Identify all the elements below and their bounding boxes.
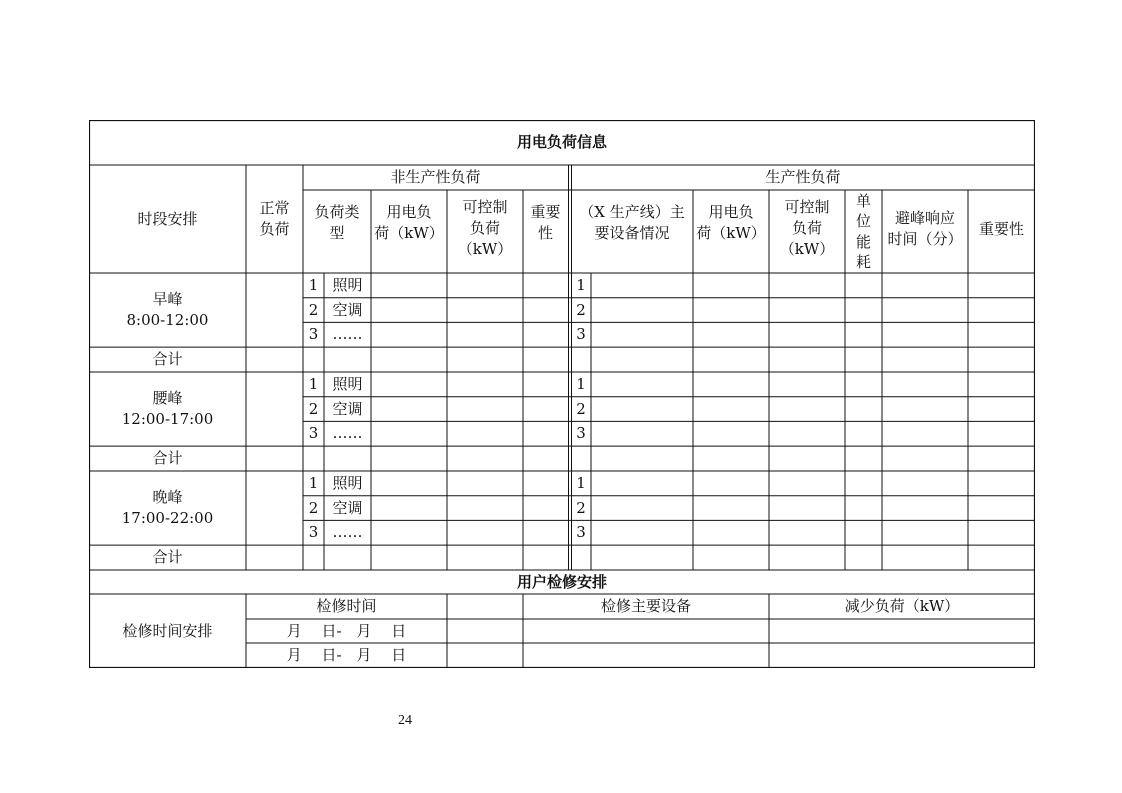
np-row-number: 1	[308, 473, 319, 492]
p-row-number: 1	[576, 275, 586, 294]
period-time: 8:00-12:00	[126, 311, 209, 330]
header-line: 避峰响应	[894, 208, 955, 227]
header-line: 耗	[855, 253, 871, 271]
np-row-number: 2	[308, 399, 319, 418]
p-row-number: 2	[576, 498, 586, 517]
maintenance-row-label: 检修时间安排	[122, 621, 213, 640]
period-name: 晚峰	[152, 488, 183, 507]
header-equipment	[571, 190, 693, 273]
header-line: 荷（kW）	[696, 223, 766, 242]
maintenance-date-2: 月 日- 月 日	[286, 646, 407, 664]
maintenance-time-header: 检修时间	[316, 597, 377, 615]
header-line: 时间（分）	[887, 229, 963, 248]
np-row-number: 1	[308, 275, 319, 294]
p-row-number: 1	[576, 473, 586, 492]
header-line: 可控制	[462, 198, 508, 216]
maintenance-date-1: 月 日- 月 日	[286, 621, 407, 640]
header-line: 性	[537, 223, 553, 242]
header-line: 负荷类	[314, 202, 360, 221]
period-name: 腰峰	[152, 389, 183, 408]
period-name: 早峰	[152, 290, 183, 309]
header-unit-energy	[845, 190, 882, 273]
p-row-number: 2	[576, 300, 586, 319]
header-normal-load	[246, 165, 303, 273]
header-line: 负荷	[469, 219, 500, 237]
np-row-number: 2	[308, 300, 319, 319]
np-load-type: ……	[332, 325, 363, 344]
header-p-controllable-load	[769, 190, 845, 273]
period-label	[89, 471, 246, 545]
p-row-number: 3	[576, 523, 586, 542]
subtotal-label: 合计	[152, 548, 183, 567]
np-row-number: 1	[308, 374, 319, 393]
header-line: 荷（kW）	[374, 223, 444, 242]
header-response-time	[882, 190, 968, 273]
period-label	[89, 372, 246, 446]
p-row-number: 3	[576, 325, 586, 344]
np-row-number: 2	[308, 498, 319, 517]
header-line: 用电负	[386, 202, 432, 221]
np-load-type: 空调	[332, 399, 363, 418]
header-line: 要设备情况	[594, 223, 670, 242]
header-line: 位	[855, 212, 871, 230]
period-time: 17:00-22:00	[121, 509, 214, 528]
header-line: 单	[855, 191, 871, 210]
np-load-type: 照明	[332, 473, 363, 492]
header-line: （X 生产线）主	[579, 202, 685, 221]
header-load-type	[303, 190, 371, 273]
header-line: （kW）	[779, 240, 835, 258]
p-row-number: 3	[576, 424, 586, 443]
np-load-type: 空调	[332, 498, 363, 517]
page-number: 24	[398, 713, 412, 728]
header-np-importance	[523, 190, 568, 273]
header-time-period: 时段安排	[137, 209, 198, 228]
maintenance-equipment-header: 检修主要设备	[600, 597, 691, 615]
np-load-type: 空调	[332, 300, 363, 319]
p-row-number: 1	[576, 374, 586, 393]
header-p-importance: 重要性	[978, 220, 1024, 238]
subtotal-label: 合计	[152, 449, 183, 468]
np-row-number: 3	[308, 325, 319, 344]
period-time: 12:00-17:00	[121, 410, 214, 429]
np-row-number: 3	[308, 523, 319, 542]
np-load-type: 照明	[332, 275, 363, 294]
header-line: 可控制	[784, 198, 830, 216]
np-load-type: 照明	[332, 374, 363, 393]
load-info-table	[89, 120, 1035, 668]
p-row-number: 2	[576, 399, 586, 418]
header-non-production-load: 非生产性负荷	[390, 168, 481, 186]
header-line: 型	[329, 223, 345, 242]
header-np-power-load	[371, 190, 447, 273]
np-row-number: 3	[308, 424, 319, 443]
header-normal-load-line: 负荷	[259, 220, 290, 238]
header-p-power-load	[693, 190, 769, 273]
header-line: 重要	[530, 202, 561, 221]
np-load-type: ……	[332, 523, 363, 542]
np-load-type: ……	[332, 424, 363, 443]
header-production-load: 生产性负荷	[765, 168, 841, 186]
header-line: 负荷	[791, 219, 822, 237]
header-line: 能	[855, 232, 871, 251]
subtotal-label: 合计	[152, 350, 183, 369]
period-label	[89, 273, 246, 347]
header-line: （kW）	[457, 240, 513, 258]
maintenance-title: 用户检修安排	[516, 572, 607, 591]
header-line: 用电负	[708, 202, 754, 221]
header-normal-load-line: 正常	[259, 199, 290, 217]
maintenance-reduced-load-header: 减少负荷（kW）	[844, 597, 960, 615]
header-np-controllable-load	[447, 190, 523, 273]
table-title: 用电负荷信息	[516, 133, 607, 151]
